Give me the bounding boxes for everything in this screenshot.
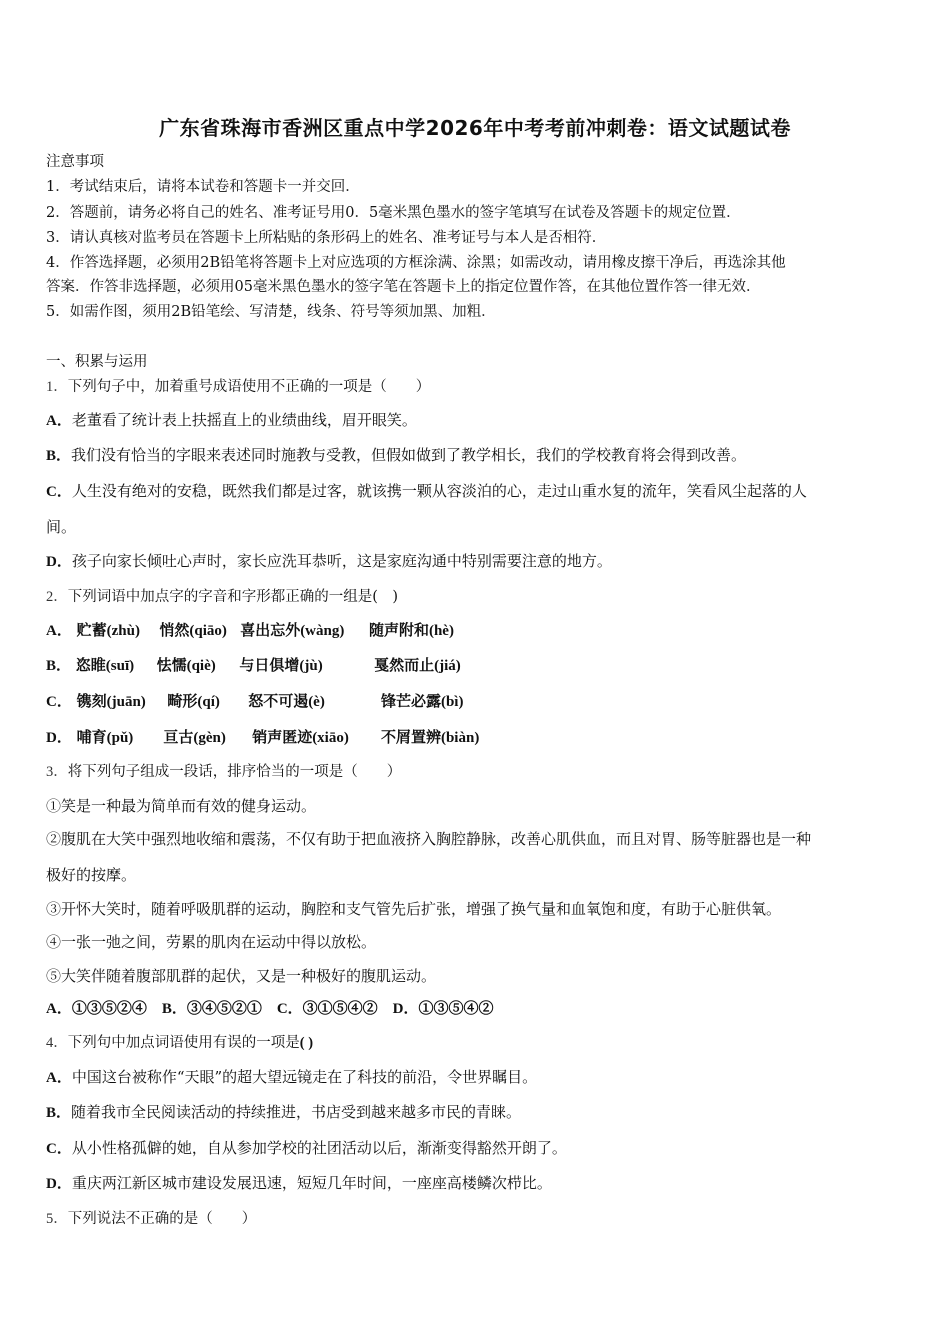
option-text: 我们没有恰当的字眼来表述同时施教与受教，但假如做到了教学相长，我们的学校教育将会得到改善。 [71, 446, 747, 464]
question-2 [46, 587, 916, 607]
word: 与日俱增(jù) [239, 658, 323, 674]
notice-item-1: 1．考试结束后，请将本试卷和答题卡一并交回． [46, 179, 360, 195]
option-label: C． [46, 484, 72, 500]
notice-heading: 注意事项 [46, 154, 104, 170]
word: 怯懦(qiè) [156, 658, 216, 674]
option-text: 人生没有绝对的安稳，既然我们都是过客，就该携一颗从容淡泊的心，走过山重水复的流年，笑看风尘起落的人 [71, 482, 807, 500]
word: 哺育(pǔ) [76, 730, 134, 746]
question-stem: 下列句中加点词语使用有误的一项是 [67, 1035, 300, 1051]
q2-option-a[interactable] [46, 620, 916, 641]
question-number: 3． [46, 764, 68, 780]
q1-option-d[interactable] [46, 551, 916, 572]
option-label: D． [46, 554, 72, 570]
notice-item-3: 3．请认真核对监考员在答题卡上所粘贴的条形码上的姓名、准考证号与本人是否相符． [46, 230, 607, 246]
option-text: 从小性格孤僻的她，自从参加学校的社团活动以后，渐渐变得豁然开朗了。 [71, 1139, 567, 1157]
q3-sentence-4: ④一张一弛之间，劳累的肌肉在运动中得以放松。 [46, 933, 377, 951]
question-stem: 将下列句子组成一段话，排序恰当的一项是（ ） [67, 764, 402, 780]
q3-sentence-3: ③开怀大笑时，随着呼吸肌群的运动，胸腔和支气管先后扩张，增强了换气量和血氧饱和度，有助于心脏供氧。 [46, 900, 782, 918]
word: 悄然(qiāo) [159, 623, 227, 639]
section-heading: 一、积累与运用 [46, 354, 148, 370]
option-label: C． [46, 1141, 72, 1157]
question-5 [46, 1209, 916, 1229]
word: 怒不可遏(è) [248, 694, 325, 710]
q2-option-b[interactable] [46, 655, 916, 676]
word: 不屑置辨(biàn) [380, 730, 480, 746]
word: 戛然而止(jiá) [374, 658, 461, 674]
option-text: 中国这台被称作“天眼”的超大望远镜走在了科技的前沿，令世界瞩目。 [71, 1068, 538, 1086]
question-number: 2． [46, 589, 68, 605]
question-stem: 下列词语中加点字的字音和字形都正确的一组是( ) [67, 589, 399, 605]
q4-option-a[interactable] [46, 1067, 916, 1088]
word: 亘古(gèn) [163, 730, 226, 746]
q4-option-c[interactable] [46, 1138, 916, 1159]
notice-item-4: 4．作答选择题，必须用2B铅笔将答题卡上对应选项的方框涂满、涂黑；如需改动，请用橡皮擦干净后，再选涂其他 [46, 255, 786, 271]
option-label: B． [46, 448, 72, 464]
question-number: 5． [46, 1211, 68, 1227]
word: 贮蓄(zhù) [76, 623, 140, 639]
question-number: 1． [46, 379, 68, 395]
q2-option-d[interactable] [46, 727, 916, 748]
option-label: A． [46, 623, 72, 639]
word: 镌刻(juān) [76, 694, 146, 710]
question-3 [46, 762, 916, 782]
option-label: C． [46, 694, 72, 710]
option-label: B． [46, 1105, 72, 1121]
notice-item-2: 2．答题前，请务必将自己的姓名、准考证号用0．5毫米黑色墨水的签字笔填写在试卷及答题卡的规定位置． [46, 205, 741, 221]
option-label: A． [46, 413, 72, 429]
q4-option-b[interactable] [46, 1102, 916, 1123]
question-number: 4． [46, 1035, 68, 1051]
q3-options[interactable]: A．①③⑤②④ B．③④⑤②① C．③①⑤④② D．①③⑤④② [46, 1001, 494, 1017]
option-label: B． [46, 658, 72, 674]
q1-option-b[interactable] [46, 445, 916, 466]
q1-option-c[interactable] [46, 481, 916, 502]
option-label: D． [46, 1176, 72, 1192]
word: 锋芒必露(bì) [380, 694, 464, 710]
option-text: 重庆两江新区城市建设发展迅速，短短几年时间，一座座高楼鳞次栉比。 [71, 1174, 552, 1192]
option-label: A． [46, 1070, 72, 1086]
q1-option-c-cont: 间。 [46, 518, 77, 536]
q2-option-c[interactable] [46, 691, 916, 712]
question-stem: 下列说法不正确的是（ ） [67, 1211, 257, 1227]
option-text: 随着我市全民阅读活动的持续推进，书店受到越来越多市民的青睐。 [71, 1103, 522, 1121]
q3-sentence-2-cont: 极好的按摩。 [46, 866, 137, 884]
q4-option-d[interactable] [46, 1173, 916, 1194]
word: 随声附和(hè) [368, 623, 454, 639]
word: 喜出忘外(wàng) [240, 623, 345, 639]
option-label: D． [46, 730, 72, 746]
option-text: 孩子向家长倾吐心声时，家长应洗耳恭听，这是家庭沟通中特别需要注意的地方。 [71, 552, 612, 570]
answer-paren: ( ) [299, 1035, 314, 1051]
word: 畸形(qí) [167, 694, 220, 710]
q3-sentence-1: ①笑是一种最为简单而有效的健身运动。 [46, 797, 317, 815]
page-title: 广东省珠海市香洲区重点中学2026年中考考前冲刺卷：语文试题试卷 [159, 116, 791, 140]
question-4 [46, 1033, 916, 1053]
option-text: 老董看了统计表上扶摇直上的业绩曲线，眉开眼笑。 [71, 411, 417, 429]
q1-option-a[interactable] [46, 410, 916, 431]
q3-sentence-2: ②腹肌在大笑中强烈地收缩和震荡，不仅有助于把血液挤入胸腔静脉，改善心肌供血，而且对胃、肠等脏器也是一种 [46, 830, 812, 848]
question-stem: 下列句子中，加着重号成语使用不正确的一项是（ ） [67, 379, 431, 395]
question-1 [46, 377, 916, 397]
word: 恣睢(suī) [75, 658, 135, 674]
notice-item-4-cont: 答案．作答非选择题，必须用05毫米黑色墨水的签字笔在答题卡上的指定位置作答，在其他位置作答一律无效． [46, 279, 761, 295]
word: 销声匿迹(xiāo) [252, 730, 349, 746]
notice-item-5: 5．如需作图，须用2B铅笔绘、写清楚，线条、符号等须加黑、加粗． [46, 304, 496, 320]
q3-sentence-5: ⑤大笑伴随着腹部肌群的起伏，又是一种极好的腹肌运动。 [46, 967, 437, 985]
